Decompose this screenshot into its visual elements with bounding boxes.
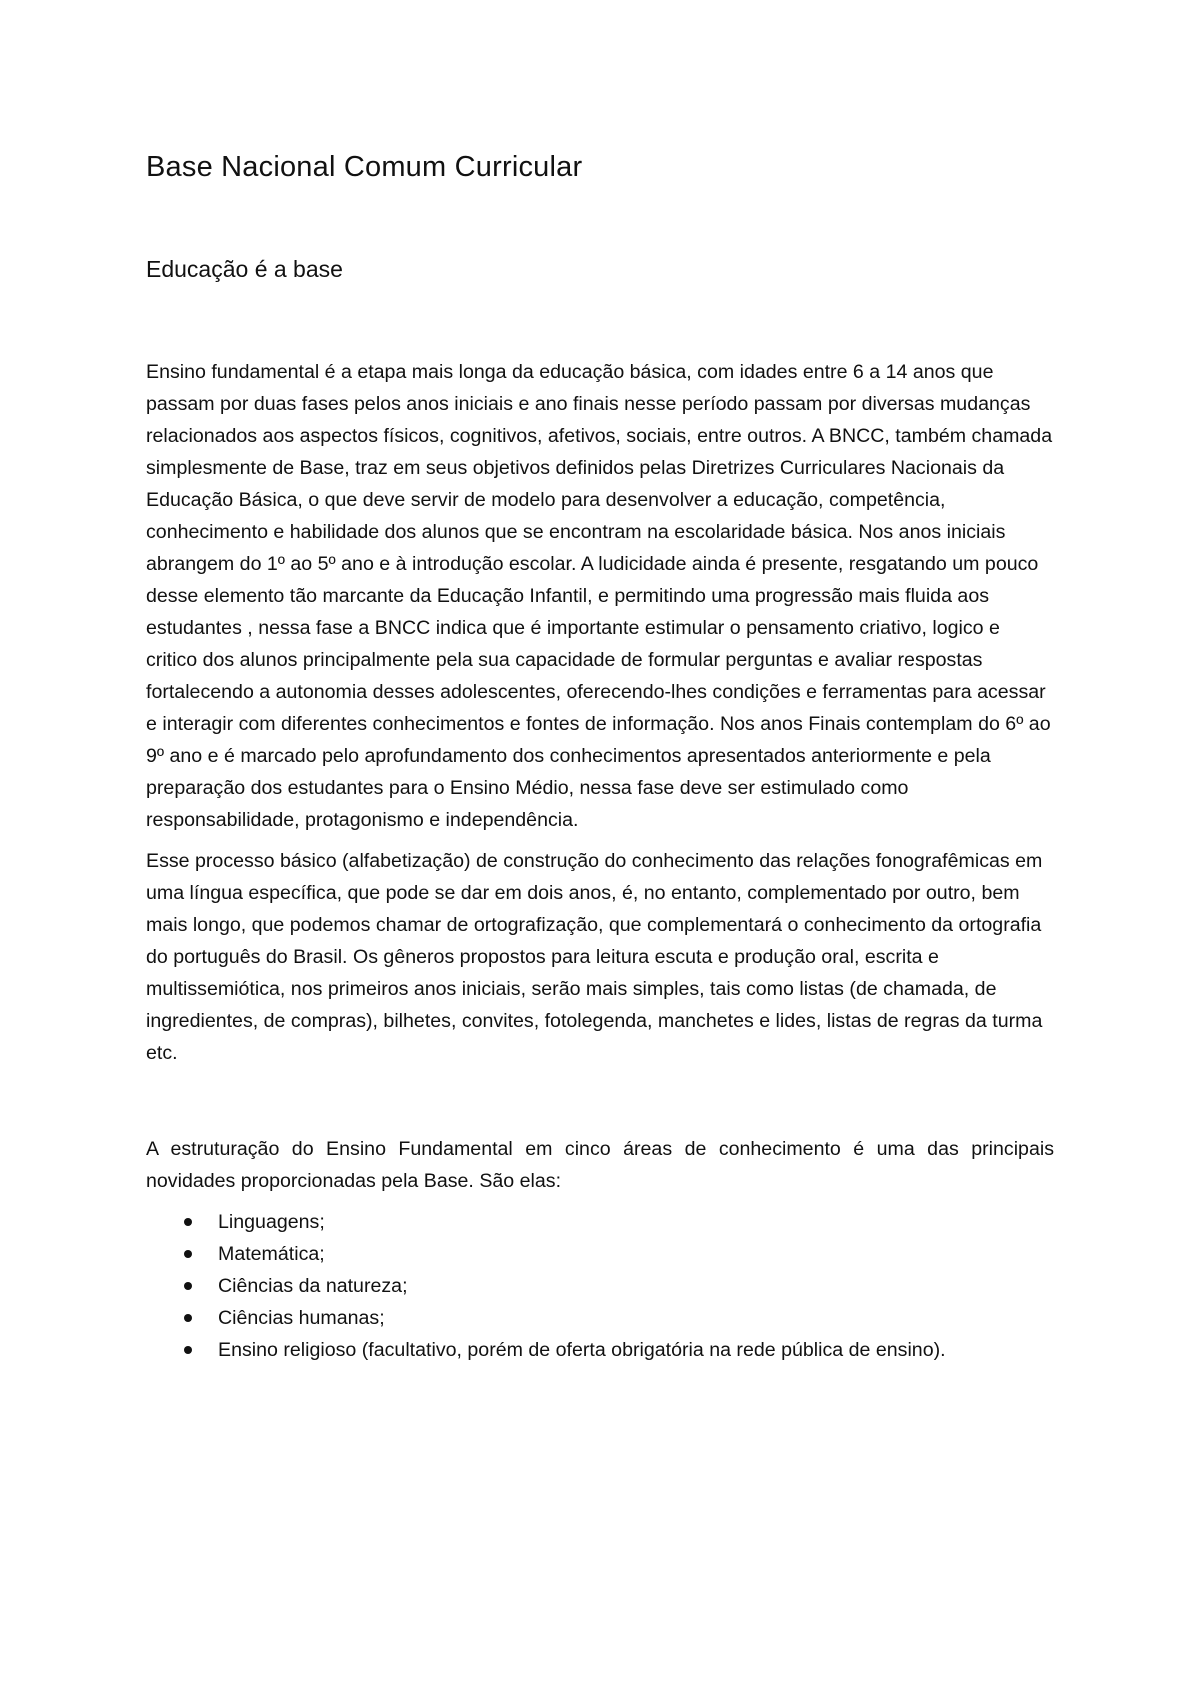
list-item-text: Ciências humanas; (218, 1307, 385, 1330)
list-item-text: Ciências da natureza; (218, 1275, 408, 1298)
list-item (146, 1334, 1054, 1366)
document-subtitle: Educação é a base (146, 255, 343, 282)
bullet-icon (184, 1218, 192, 1226)
document-title: Base Nacional Comum Curricular (146, 151, 583, 183)
document-body (146, 150, 1054, 1366)
list-item (146, 1238, 1054, 1270)
bullet-icon (184, 1346, 192, 1354)
paragraph-areas-intro: A estruturação do Ensino Fundamental em cinco áreas de conhecimento é uma das principais novidades proporcionadas pela Base. São elas: (146, 1138, 1054, 1193)
paragraph-alfabetizacao: Esse processo básico (alfabetização) de construção do conhecimento das relações fonografêmicas em uma língua específica, que pode se dar em dois anos, é, no entanto, complementado por outro, bem mais longo, que podemos chamar de ortografização, que complementará o conhecimento da ortografia do português do Brasil. Os gêneros propostos para leitura escuta e produção oral, escrita e multissemiótica, nos primeiros anos iniciais, serão mais simples, tais como listas (de chamada, de ingredientes, de compras), bilhetes, convites, fotolegenda, manchetes e lides, listas de regras da turma etc. (146, 850, 1043, 1065)
bullet-icon (184, 1250, 192, 1258)
list-item (146, 1206, 1054, 1238)
bullet-icon (184, 1314, 192, 1322)
list-item-text: Ensino religioso (facultativo, porém de oferta obrigatória na rede pública de ensino). (218, 1339, 946, 1362)
areas-list (146, 1206, 1054, 1366)
list-item-text: Linguagens; (218, 1211, 325, 1234)
list-item (146, 1270, 1054, 1302)
list-item-text: Matemática; (218, 1243, 325, 1266)
paragraph-ensino-fundamental: Ensino fundamental é a etapa mais longa da educação básica, com idades entre 6 a 14 anos que passam por duas fases pelos anos iniciais e ano finais nesse período passam por diversas mudanças relacionados aos aspectos físicos, cognitivos, afetivos, sociais, entre outros. A BNCC, também chamada simplesmente de Base, traz em seus objetivos definidos pelas Diretrizes Curriculares Nacionais da Educação Básica, o que deve servir de modelo para desenvolver a educação, competência, conhecimento e habilidade dos alunos que se encontram na escolaridade básica. Nos anos iniciais abrangem do 1º ao 5º ano e à introdução escolar. A ludicidade ainda é presente, resgatando um pouco desse elemento tão marcante da Educação Infantil, e permitindo uma progressão mais fluida aos estudantes , nessa fase a BNCC indica que é importante estimular o pensamento criativo, logico e critico dos alunos principalmente pela sua capacidade de formular perguntas e avaliar respostas fortalecendo a autonomia desses adolescentes, oferecendo-lhes condições e ferramentas para acessar e interagir com diferentes conhecimentos e fontes de informação. Nos anos Finais contemplam do 6º ao 9º ano e é marcado pelo aprofundamento dos conhecimentos apresentados anteriormente e pela preparação dos estudantes para o Ensino Médio, nessa fase deve ser estimulado como responsabilidade, protagonismo e independência. (146, 361, 1053, 832)
list-item (146, 1302, 1054, 1334)
bullet-icon (184, 1282, 192, 1290)
